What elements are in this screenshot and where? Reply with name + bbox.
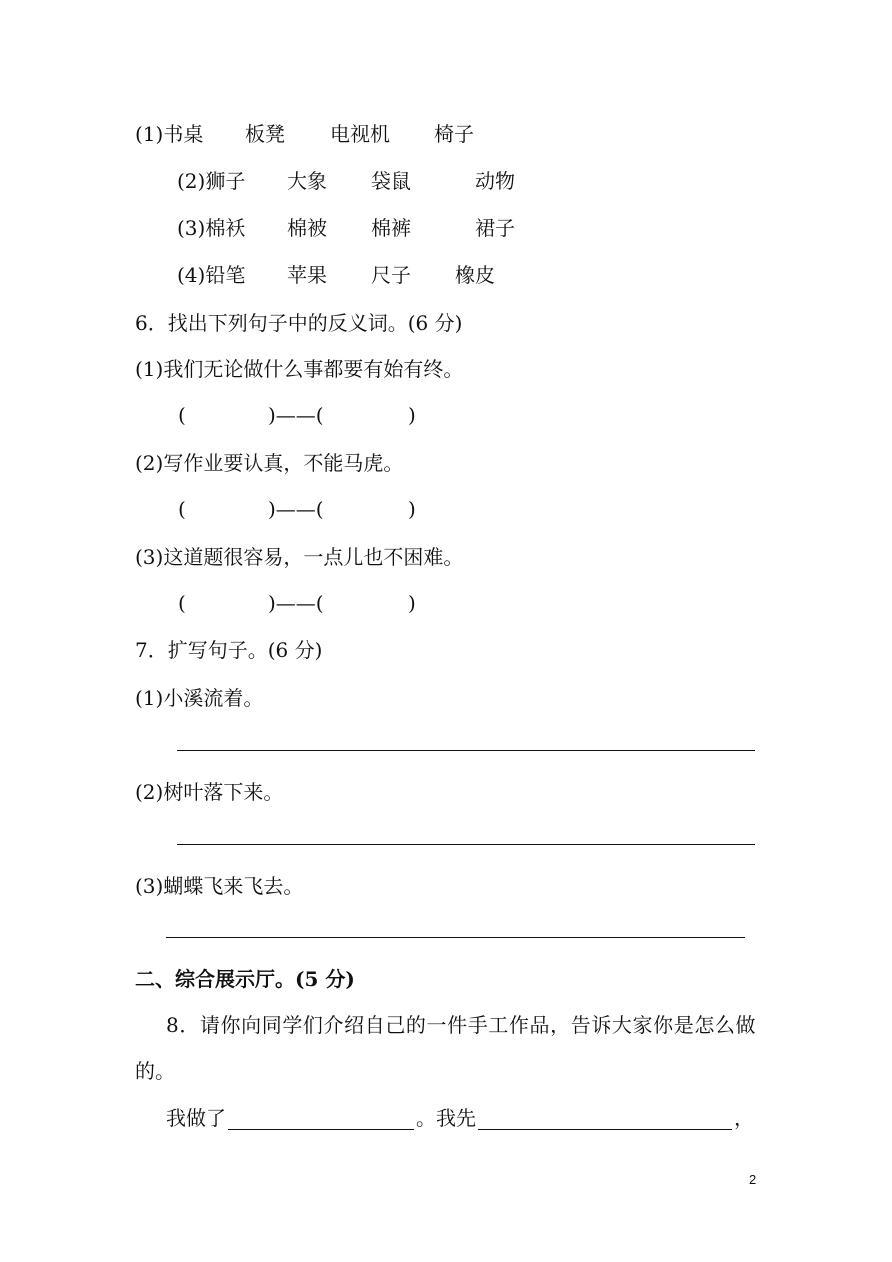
q5-group-2-word-2: 大象: [287, 169, 327, 193]
q6-answer-2-close: ): [408, 497, 416, 521]
q7-answer-line-1[interactable]: [177, 750, 755, 751]
page-number: 2: [749, 1172, 757, 1187]
q6-sentence-2: (2)写作业要认真，不能马虎。: [135, 451, 404, 475]
q5-group-1-word-4: 椅子: [434, 122, 474, 146]
q8-fill-suffix: ，: [734, 1106, 754, 1130]
q6-answer-2-mid: )——(: [268, 497, 324, 521]
q5-group-4-label: (4)铅笔: [177, 263, 246, 287]
q6-answer-3-mid: )——(: [268, 591, 324, 615]
q8-blank-first-step[interactable]: [478, 1107, 732, 1130]
q5-group-4-word-4: 橡皮: [455, 263, 495, 287]
q6-answer-1-open: (: [178, 403, 186, 427]
q5-group-1-label: (1)书桌: [135, 122, 204, 146]
q5-group-4-word-3: 尺子: [371, 263, 411, 287]
q8-blank-made[interactable]: [228, 1107, 414, 1130]
q8-prompt-line-2: 的。: [135, 1059, 175, 1083]
section-2-heading: 二、综合展示厅。(5 分): [135, 967, 355, 991]
q5-group-2-word-4: 动物: [475, 169, 515, 193]
q6-sentence-1: (1)我们无论做什么事都要有始有终。: [135, 357, 464, 381]
q5-group-3-word-3: 棉裤: [371, 216, 411, 240]
q8-fill-middle: 。我先: [416, 1106, 476, 1130]
q6-answer-3-close: ): [408, 591, 416, 615]
q7-sentence-3: (3)蝴蝶飞来飞去。: [135, 874, 304, 898]
q8-fill-sentence: [166, 1106, 754, 1130]
q5-group-3-word-2: 棉被: [287, 216, 327, 240]
q6-answer-1-mid: )——(: [268, 403, 324, 427]
q6-answer-3-open: (: [178, 591, 186, 615]
q5-group-3-word-4: 裙子: [475, 216, 515, 240]
q7-sentence-1: (1)小溪流着。: [135, 686, 264, 710]
q5-group-1-word-3: 电视机: [330, 122, 390, 146]
q5-group-2-label: (2)狮子: [177, 169, 246, 193]
q7-title: 7．扩写句子。(6 分): [135, 638, 323, 662]
q8-fill-prefix: 我做了: [166, 1106, 226, 1130]
q7-sentence-2: (2)树叶落下来。: [135, 780, 284, 804]
q5-group-4-word-2: 苹果: [287, 263, 327, 287]
q7-answer-line-3[interactable]: [166, 937, 745, 938]
q5-group-2-word-3: 袋鼠: [371, 169, 411, 193]
q6-answer-1-close: ): [408, 403, 416, 427]
q6-title: 6．找出下列句子中的反义词。(6 分): [135, 311, 463, 335]
q7-answer-line-2[interactable]: [177, 844, 755, 845]
q8-prompt-line-1: 8．请你向同学们介绍自己的一件手工作品，告诉大家你是怎么做: [166, 1013, 757, 1037]
q5-group-3-label: (3)棉袄: [177, 216, 246, 240]
q6-sentence-3: (3)这道题很容易，一点儿也不困难。: [135, 545, 464, 569]
q6-answer-2-open: (: [178, 497, 186, 521]
q5-group-1-word-2: 板凳: [245, 122, 285, 146]
